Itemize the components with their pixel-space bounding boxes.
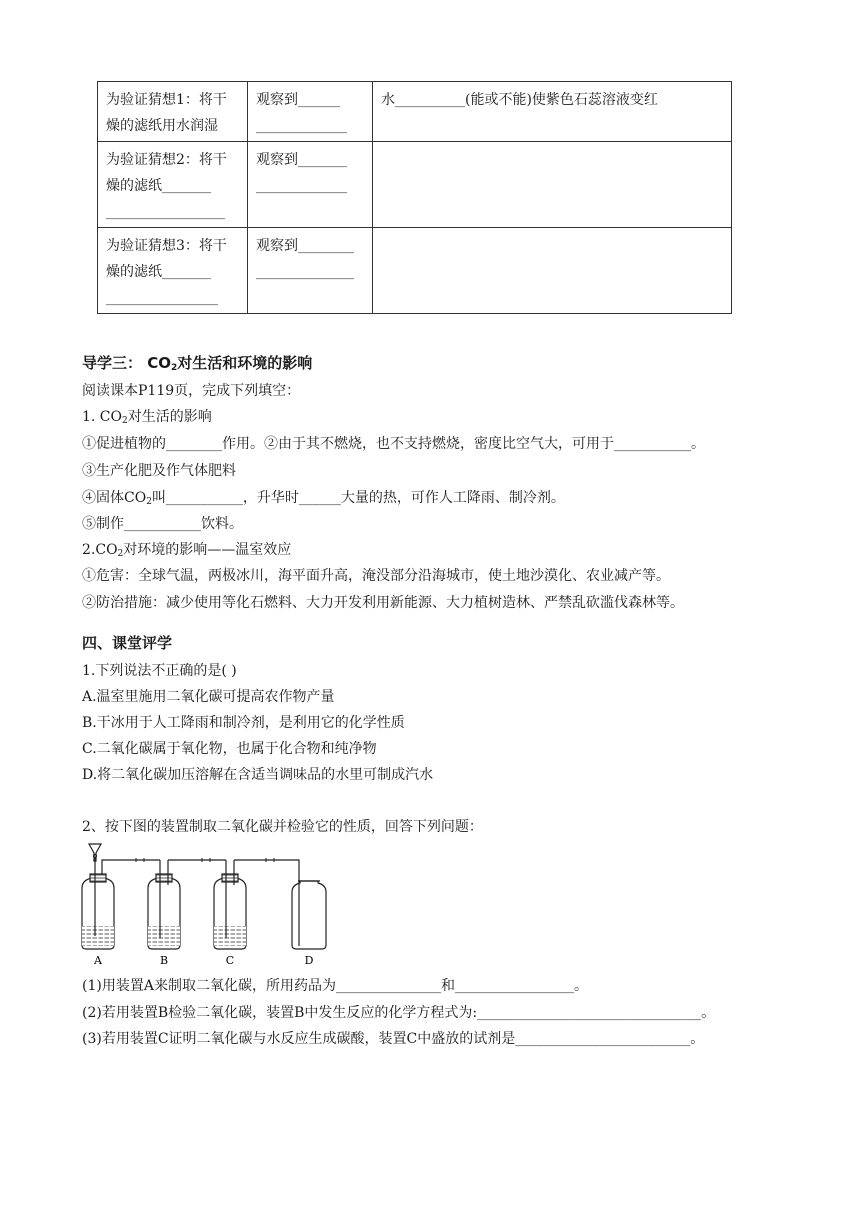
cell-text: 观察到________ [256, 238, 354, 254]
label-d: D [304, 954, 314, 967]
fill-line: (1)用装置A来制取二氧化碳，所用药品为_______________和_________________。 [82, 978, 588, 994]
subscript: 2 [170, 363, 178, 373]
experiment-table [97, 81, 732, 314]
table-cell [98, 228, 248, 314]
subheading-text: 1. CO [82, 409, 122, 425]
question: 1.下列说法不正确的是( ) [82, 663, 237, 679]
fill-line: (2)若用装置B检验二氧化碳，装置B中发生反应的化学方程式为:________________________________。 [82, 1005, 716, 1021]
table-row [98, 82, 732, 142]
cell-text: 水__________(能或不能)使紫色石蕊溶液变红 [381, 92, 658, 108]
question: 2、按下图的装置制取二氧化碳并检验它的性质，回答下列问题： [82, 819, 483, 835]
label-a: A [94, 954, 102, 967]
table-cell [98, 142, 248, 228]
apparatus-diagram [76, 840, 346, 970]
option: C.二氧化碳属于氧化物，也属于化合物和纯净物 [82, 741, 377, 757]
subheading-text: 对环境的影响——温室效应 [123, 542, 292, 558]
cell-text: _____________ [256, 178, 347, 194]
cell-text: 观察到_______ [256, 152, 347, 168]
option: A.温室里施用二氧化碳可提高农作物产量 [82, 689, 335, 705]
cell-text: ________________ [106, 290, 218, 306]
intro-text: 阅读课本P119页，完成下列填空： [82, 383, 301, 399]
label-b: B [159, 954, 169, 967]
line-text: ④固体CO [82, 490, 147, 506]
cell-text: 燥的滤纸用水润湿 [106, 118, 218, 134]
cell-text: 燥的滤纸_______ [106, 264, 211, 280]
fill-line: ①促进植物的________作用。②由于其不燃烧，也不支持燃烧，密度比空气大，可用于___________。 [82, 436, 705, 452]
subheading-text: 2.CO [82, 542, 118, 558]
table-cell [98, 82, 248, 142]
table-cell [373, 228, 732, 314]
cell-text: _____________ [256, 118, 347, 134]
heading-text: 对生活和环境的影响 [177, 354, 313, 372]
subheading-text: 对生活的影响 [127, 409, 212, 425]
cell-text: _________________ [106, 204, 225, 220]
fill-line: (3)若用装置C证明二氧化碳与水反应生成碳酸，装置C中盛放的试剂是_________________________。 [82, 1031, 705, 1047]
section-heading: 四、课堂评学 [82, 634, 173, 652]
bottle-d [292, 881, 326, 949]
line-text: 叫___________，升华时______大量的热，可作人工降雨、制冷剂。 [151, 490, 565, 506]
subscript: 2 [122, 416, 128, 426]
section-heading [82, 352, 312, 373]
table-cell [248, 228, 373, 314]
cell-text: 为验证猜想3：将干 [106, 238, 227, 254]
cell-text: 为验证猜想1：将干 [106, 92, 227, 108]
subscript: 2 [146, 497, 152, 507]
fill-line: ⑤制作___________饮料。 [82, 516, 243, 532]
text-line: ②防治措施：减少使用等化石燃料、大力开发利用新能源、大力植树造林、严禁乱砍滥伐森林等。 [82, 595, 684, 611]
subheading [82, 539, 291, 559]
text-line: ③生产化肥及作气体肥料 [82, 463, 236, 479]
cell-text: 观察到______ [256, 92, 340, 108]
table-row [98, 142, 732, 228]
option: D.将二氧化碳加压溶解在含适当调味品的水里可制成汽水 [82, 767, 434, 783]
heading-text: 导学三： CO [82, 354, 171, 372]
table-cell [248, 82, 373, 142]
cell-text: 为验证猜想2：将干 [106, 152, 227, 168]
cell-text: 燥的滤纸_______ [106, 178, 211, 194]
subscript: 2 [117, 549, 124, 559]
fill-line [82, 487, 565, 507]
table-cell [373, 82, 732, 142]
label-c: C [225, 954, 235, 967]
table-row [98, 228, 732, 314]
option: B.干冰用于人工降雨和制冷剂，是利用它的化学性质 [82, 715, 405, 731]
subheading [82, 406, 212, 426]
table-cell [373, 142, 732, 228]
table-cell [248, 142, 373, 228]
text-line: ①危害：全球气温，两极冰川，海平面升高，淹没部分沿海城市，使土地沙漠化、农业减产等。 [82, 568, 670, 584]
cell-text: ______________ [256, 264, 354, 280]
